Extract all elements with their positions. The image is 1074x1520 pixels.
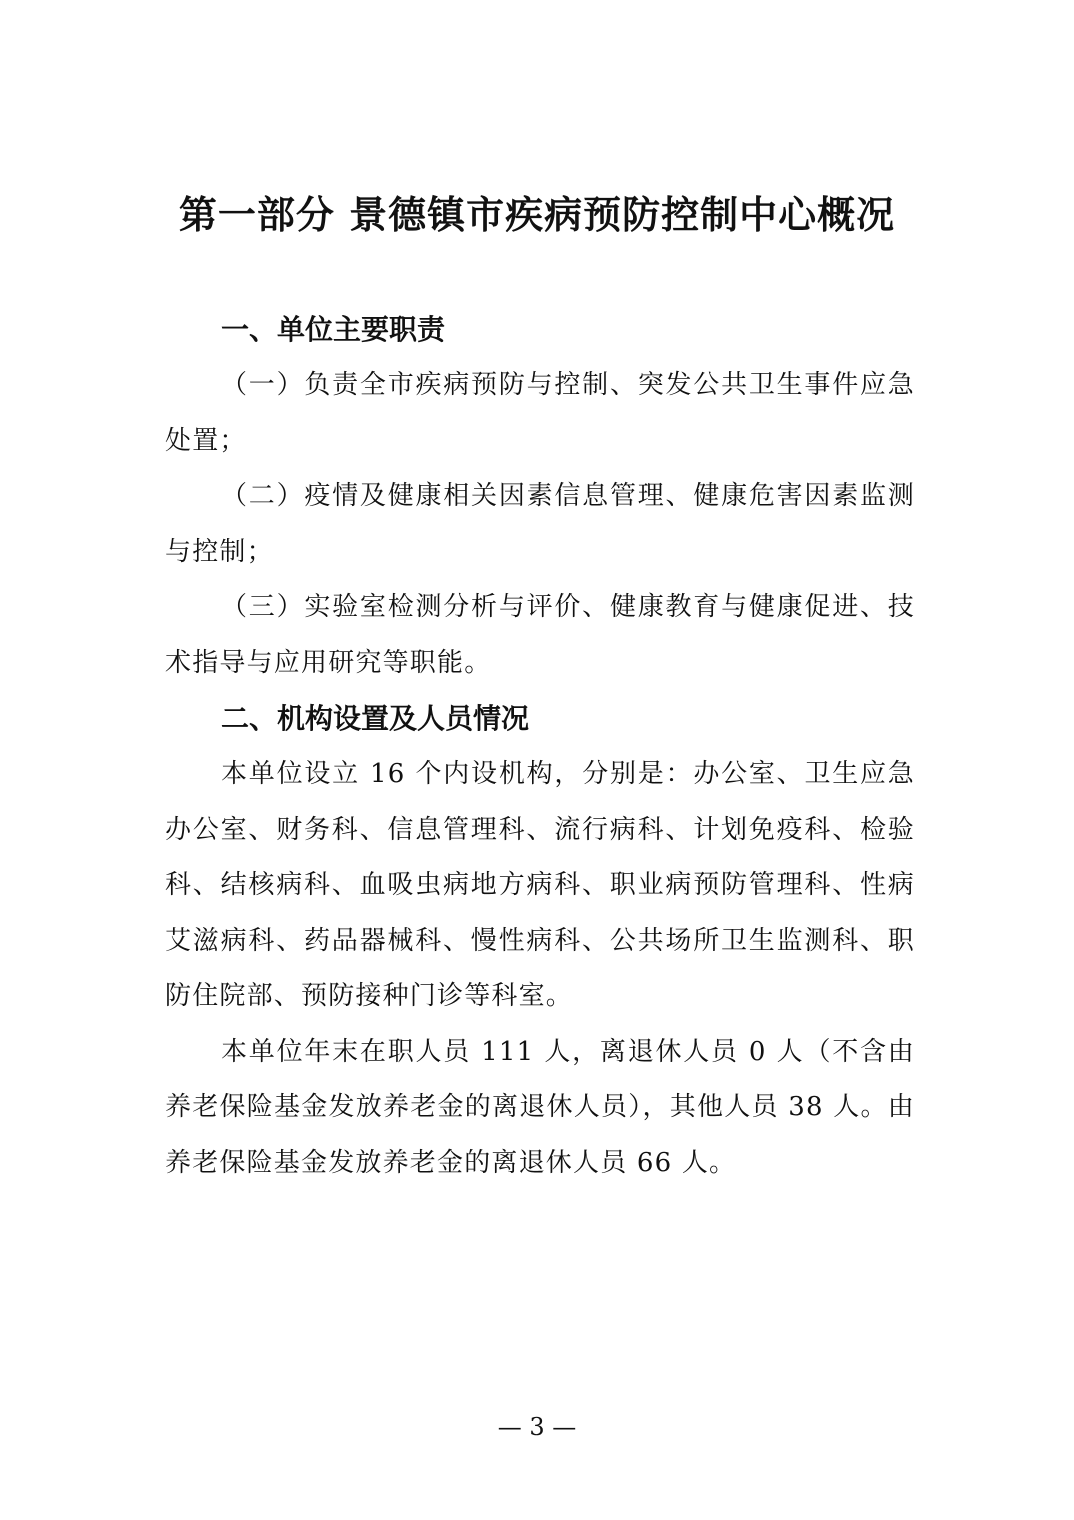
- duty-paragraph-1: （一）负责全市疾病预防与控制、突发公共卫生事件应急处置；: [165, 370, 915, 456]
- duty-paragraph-3: （三）实验室检测分析与评价、健康教育与健康促进、技术指导与应用研究等职能。: [165, 592, 915, 678]
- section-heading-organization: 二、机构设置及人员情况: [221, 702, 530, 735]
- section-heading-duties: 一、单位主要职责: [221, 313, 446, 346]
- duty-paragraph-2: （二）疫情及健康相关因素信息管理、健康危害因素监测与控制；: [165, 481, 915, 567]
- page-title: 第一部分 景德镇市疾病预防控制中心概况: [178, 193, 896, 237]
- organization-paragraph: 本单位设立 16 个内设机构，分别是：办公室、卫生应急办公室、财务科、信息管理科、流行病科、计划免疫科、检验科、结核病科、血吸虫病地方病科、职业病预防管理科、性病艾滋病科、药品器械科、慢性病科、公共场所卫生监测科、职防住院部、预防接种门诊等科室。: [165, 759, 915, 1011]
- document-body: [165, 302, 915, 1191]
- staffing-paragraph: 本单位年末在职人员 111 人，离退休人员 0 人（不含由养老保险基金发放养老金的离退休人员），其他人员 38 人。由养老保险基金发放养老金的离退休人员 66 人。: [165, 1036, 915, 1178]
- page-number: — 3 —: [497, 1413, 577, 1441]
